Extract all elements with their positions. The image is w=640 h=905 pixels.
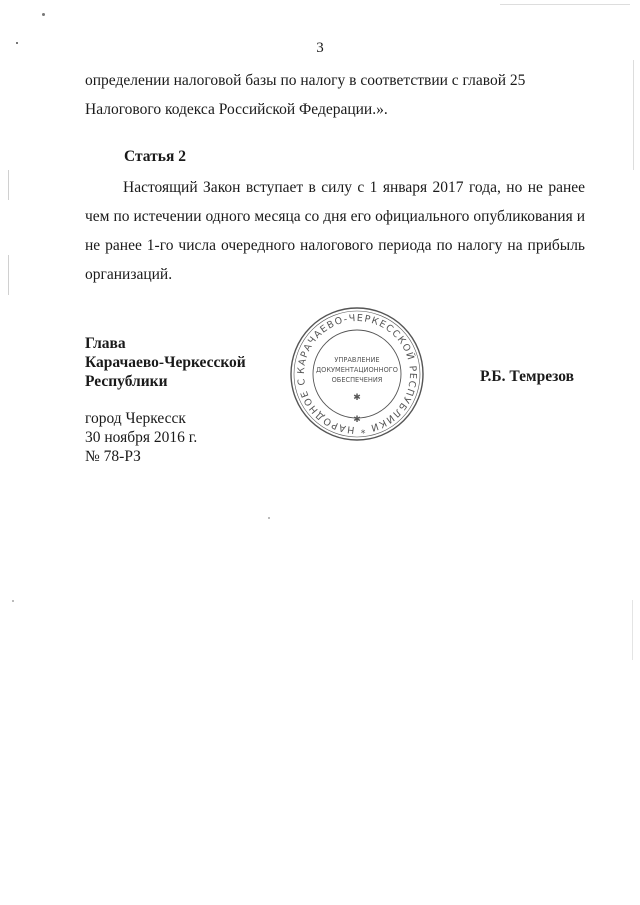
- date: 30 ноября 2016 г.: [85, 429, 198, 446]
- scan-dot: [268, 517, 270, 519]
- seal-center-line: ОБЕСПЕЧЕНИЯ: [331, 376, 383, 384]
- seal-center-line: УПРАВЛЕНИЕ: [334, 356, 380, 364]
- scan-line: [633, 60, 634, 170]
- scan-dot: [42, 13, 45, 16]
- signatory-title-line: Глава: [85, 335, 126, 352]
- place-date-number: [85, 409, 197, 466]
- paragraph-continuation: определении налоговой базы по налогу в соответствии с главой 25 Налогового кодекса Российской Федерации.».: [85, 72, 526, 118]
- signatory-title-line: Карачаево-Черкесской: [85, 354, 246, 371]
- scan-line: [632, 600, 633, 660]
- article-heading: Статья 2: [124, 148, 186, 165]
- seal-star-icon: ✱: [353, 415, 361, 425]
- scan-line: [500, 4, 630, 5]
- signatory-name: Р.Б. Темрезов: [480, 368, 574, 385]
- law-number: № 78-РЗ: [85, 448, 141, 465]
- scan-dot: [16, 42, 18, 44]
- page-number: 3: [316, 40, 324, 56]
- signatory-title: [85, 334, 246, 391]
- article-text: Настоящий Закон вступает в силу с 1 января 2017 года, но не ранее чем по истечении одного месяца со дня его официального опубликования и не ранее 1-го числа очередного налогового периода по налогу на прибыль организаций.: [85, 179, 585, 283]
- scan-line: [8, 170, 9, 200]
- seal-center-line: ДОКУМЕНТАЦИОННОГО: [316, 366, 398, 374]
- official-seal: [287, 304, 427, 444]
- seal-ring-text: КАРАЧАЕВО-ЧЕРКЕССКОЙ РЕСПУБЛИКИ * НАРОДНОЕ С: [295, 312, 419, 436]
- scan-line: [8, 255, 9, 295]
- signatory-title-line: Республики: [85, 373, 168, 390]
- seal-star-icon: ✱: [353, 393, 361, 403]
- city: город Черкесск: [85, 410, 186, 427]
- official-seal-graphic: [287, 304, 427, 444]
- scan-dot: [12, 600, 14, 602]
